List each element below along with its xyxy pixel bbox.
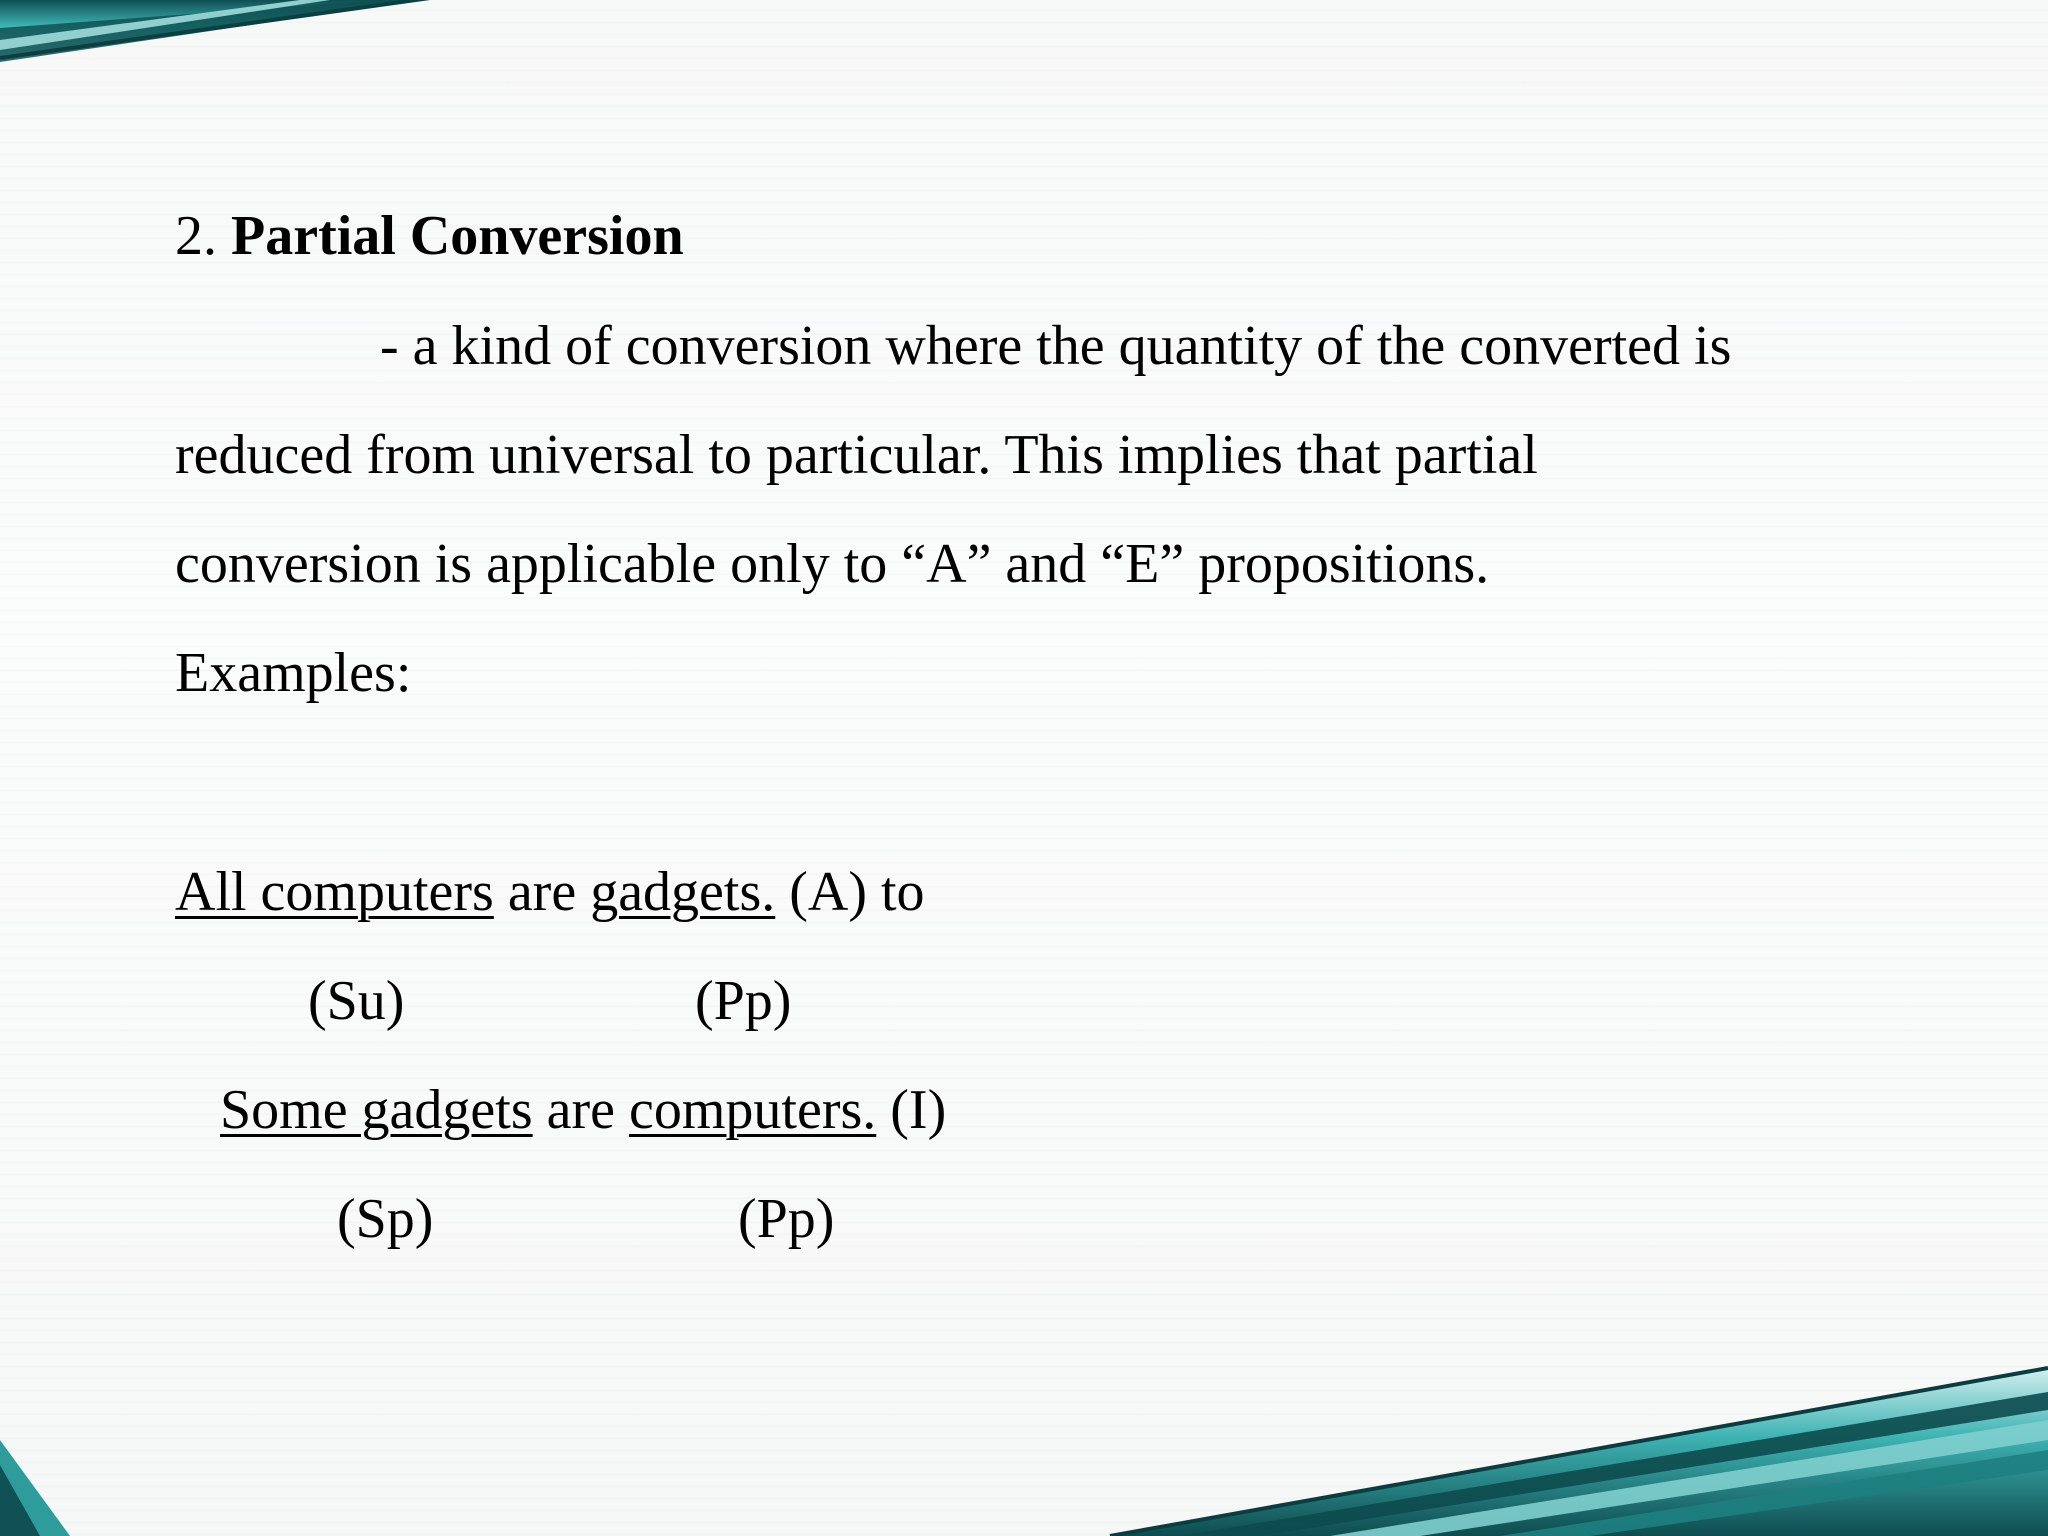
heading-number: 2. xyxy=(175,205,231,267)
heading-title: Partial Conversion xyxy=(231,205,684,267)
example-2-sentence xyxy=(220,1078,946,1142)
top-frame-band xyxy=(0,0,430,62)
bottom-frame-band xyxy=(1110,1368,2048,1536)
bottom-left-frame-accent xyxy=(0,1440,70,1536)
example-1-subject-tag: (Su) xyxy=(308,970,405,1032)
example-2-predicate-tag: (Pp) xyxy=(738,1188,835,1250)
examples-label: Examples: xyxy=(175,642,412,704)
example-1-suffix: (A) to xyxy=(775,861,925,923)
example-1-subject: All computers xyxy=(175,861,494,923)
definition-line-2: reduced from universal to particular. This implies that partial xyxy=(175,424,1538,486)
example-2-subject-tag: (Sp) xyxy=(337,1188,434,1250)
example-1-predicate: gadgets. xyxy=(590,861,776,923)
definition-line-1: - a kind of conversion where the quantity of the converted is xyxy=(380,315,1732,377)
example-2-copula: are xyxy=(532,1079,629,1141)
example-1-sentence xyxy=(175,860,925,924)
section-heading xyxy=(175,204,684,268)
example-2-predicate: computers. xyxy=(628,1079,877,1141)
example-2-suffix: (I) xyxy=(876,1079,947,1141)
example-2-subject: Some gadgets xyxy=(220,1079,533,1141)
example-1-predicate-tag: (Pp) xyxy=(695,970,792,1032)
example-1-copula: are xyxy=(493,861,591,923)
definition-line-3: conversion is applicable only to “A” and “E” propositions. xyxy=(175,533,1490,595)
